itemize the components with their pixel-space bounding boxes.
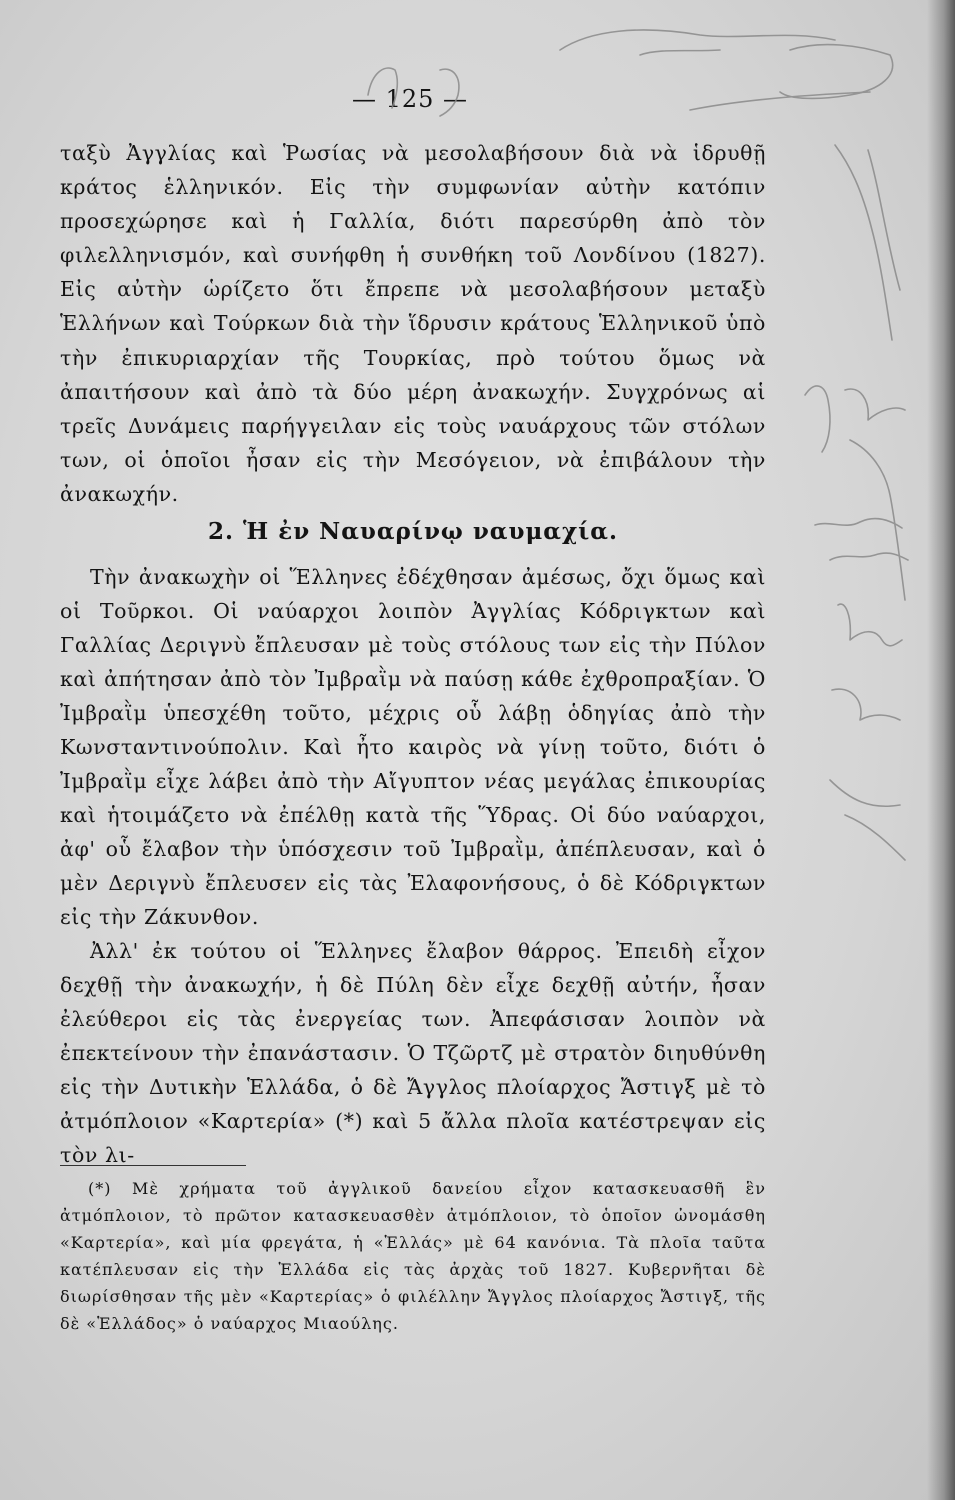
page-edge-shadow [927, 0, 955, 1500]
paragraph: ταξὺ Ἀγγλίας καὶ Ῥωσίας νὰ μεσολαβήσουν διὰ νὰ ἱδρυθῇ κράτος ἑλληνικόν. Εἰς τὴν συμφωνίαν αὐτὴν κατόπιν προσεχώρησε καὶ ἡ Γαλλία, διότι παρεσύρθη ἀπὸ τὸν φιλελληνισμόν, καὶ συνήφθη ἡ συνθήκη τοῦ Λονδίνου (1827). Εἰς αὐτὴν ὡρίζετο ὅτι ἔπρεπε νὰ μεσολαβήσουν μεταξὺ Ἑλλήνων καὶ Τούρκων διὰ τὴν ἵδρυσιν κράτους Ἑλληνικοῦ ὑπὸ τὴν ἐπικυριαρχίαν τῆς Τουρκίας, πρὸ τούτου ὅμως νὰ ἀπαιτήσουν καὶ ἀπὸ τὰ δύο μέρη ἀνακωχήν. Συγχρόνως αἱ τρεῖς Δυνάμεις παρήγγειλαν εἰς τοὺς ναυάρχους τῶν στόλων των, οἱ ὁποῖοι ἦσαν εἰς τὴν Μεσόγειον, νὰ ἐπιβάλουν τὴν ἀνακωχήν. [60, 141, 766, 506]
paragraph: Τὴν ἀνακωχὴν οἱ Ἕλληνες ἐδέχθησαν ἀμέσως, ὄχι ὅμως καὶ οἱ Τοῦρκοι. Οἱ ναύαρχοι λοιπὸν Ἀγγλίας Κόδριγκτων καὶ Γαλλίας Δεριγνὺ ἔπλευσαν μὲ τοὺς στόλους των εἰς τὴν Πύλον καὶ ἀπήτησαν ἀπὸ τὸν Ἰμβραῒμ νὰ παύσῃ κάθε ἐχθροπραξίαν. Ὁ Ἰμβραῒμ ὑπεσχέθη τοῦτο, μέχρις οὗ λάβῃ ὁδηγίας ἀπὸ τὴν Κωνσταντινούπολιν. Καὶ ἦτο καιρὸς νὰ γίνῃ τοῦτο, διότι ὁ Ἰμβραῒμ εἶχε λάβει ἀπὸ τὴν Αἴγυπτον νέας μεγάλας ἐπικουρίας καὶ ἡτοιμάζετο νὰ ἐπέλθῃ κατὰ τῆς Ὕδρας. Οἱ δύο ναύαρχοι, ἀφ' οὗ ἔλαβον τὴν ὑπόσχεσιν τοῦ Ἰμβραῒμ, ἀπέπλευσαν, καὶ ὁ μὲν Δεριγνὺ ἔπλευσεν εἰς τὰς Ἐλαφονήσους, ὁ δὲ Κόδριγκτων εἰς τὴν Ζάκυνθον. [60, 565, 766, 929]
footnote-divider [60, 1165, 246, 1166]
section-heading: 2. Ἡ ἐν Ναυαρίνῳ ναυμαχία. [208, 518, 618, 545]
page-number: — 125 — [351, 85, 469, 113]
body-text-top [60, 136, 766, 511]
paragraph: Ἀλλ' ἐκ τούτου οἱ Ἕλληνες ἔλαβον θάρρος. Ἐπειδὴ εἶχον δεχθῇ τὴν ἀνακωχήν, ἡ δὲ Πύλη δὲν εἶχε δεχθῇ αὐτήν, ἦσαν ἐλεύθεροι εἰς τὰς ἐνεργείας των. Ἀπεφάσισαν λοιπὸν νὰ ἐπεκτείνουν τὴν ἐπανάστασιν. Ὁ Τζῶρτζ μὲ στρατὸν διηυθύνθη εἰς τὴν Δυτικὴν Ἑλλάδα, ὁ δὲ Ἄγγλος πλοίαρχος Ἄστιγξ μὲ τὸ ἀτμόπλοιον «Καρτερία» (*) καὶ 5 ἄλλα πλοῖα κατέστρεψαν εἰς τὸν λι- [60, 939, 766, 1167]
body-text-section [60, 560, 766, 1172]
footnote: (*) Μὲ χρήματα τοῦ ἀγγλικοῦ δανείου εἶχον κατασκευασθῆ ἓν ἀτμόπλοιον, τὸ πρῶτον κατασκευασθὲν ἀτμόπλοιον, τὸ ὁποῖον ὠνομάσθη «Καρτερία», καὶ μία φρεγάτα, ἡ «Ἑλλάς» μὲ 64 κανόνια. Τὰ πλοῖα ταῦτα κατέπλευσαν εἰς τὴν Ἑλλάδα εἰς τὰς ἀρχὰς τοῦ 1827. Κυβερνῆται δὲ διωρίσθησαν τῆς μὲν «Καρτερίας» ὁ φιλέλλην Ἄγγλος πλοίαρχος Ἄστιγξ, τῆς δὲ «Ἑλλάδος» ὁ ναύαρχος Μιαούλης. [60, 1179, 766, 1333]
